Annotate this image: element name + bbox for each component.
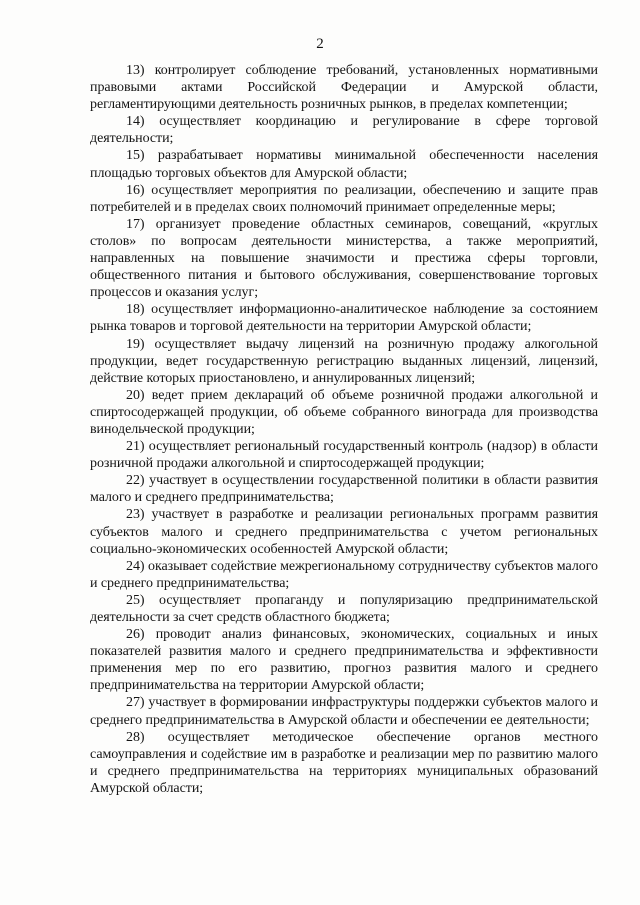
paragraph-item-19: 19) осуществляет выдачу лицензий на розничную продажу алкогольной продукции, ведет государственную регистрацию выданных лицензий, лицензий, действие которых приостановлено, и аннулированных лицензий; — [90, 336, 598, 386]
paragraph-item-22: 22) участвует в осуществлении государственной политики в области развития малого и среднего предпринимательства; — [90, 473, 598, 506]
paragraph-item-16: 16) осуществляет мероприятия по реализации, обеспечению и защите прав потребителей и в пределах своих полномочий принимает определенные меры; — [90, 182, 598, 215]
paragraph-item-18: 18) осуществляет информационно-аналитическое наблюдение за состоянием рынка товаров и торговой деятельности на территории Амурской области; — [90, 302, 598, 335]
paragraph-item-20: 20) ведет прием деклараций об объеме розничной продажи алкогольной и спиртосодержащей продукции, об объеме собранного винограда для производства винодельческой продукции; — [90, 387, 598, 437]
paragraph-item-21: 21) осуществляет региональный государственный контроль (надзор) в области розничной продажи алкогольной и спиртосодержащей продукции; — [90, 439, 598, 472]
paragraph-item-27: 27) участвует в формировании инфраструктуры поддержки субъектов малого и среднего предпринимательства в Амурской области и обеспечении ее деятельности; — [90, 695, 598, 728]
paragraph-item-24: 24) оказывает содействие межрегиональному сотрудничеству субъектов малого и среднего предпринимательства; — [90, 558, 598, 591]
document-body — [90, 62, 598, 797]
paragraph-item-26: 26) проводит анализ финансовых, экономических, социальных и иных показателей развития малого и среднего предпринимательства и эффективности применения мер по его развитию, прогноз развития малого и среднего предпринимательства на территории Амурской области; — [90, 627, 598, 694]
paragraph-item-13: 13) контролирует соблюдение требований, установленных нормативными правовыми актами Российской Федерации и Амурской области, регламентирующими деятельность розничных рынков, в пределах компетенции; — [90, 63, 598, 113]
paragraph-item-25: 25) осуществляет пропаганду и популяризацию предпринимательской деятельности за счет средств областного бюджета; — [90, 592, 598, 625]
paragraph-item-23: 23) участвует в разработке и реализации региональных программ развития субъектов малого и среднего предпринимательства с учетом региональных социально-экономических особенностей Амурской области; — [90, 507, 598, 557]
paragraph-item-28: 28) осуществляет методическое обеспечение органов местного самоуправления и содействие им в разработке и реализации мер по развитию малого и среднего предпринимательства на территориях муниципальных образований Амурской области; — [90, 729, 598, 796]
paragraph-item-17: 17) организует проведение областных семинаров, совещаний, «круглых столов» по вопросам деятельности министерства, а также мероприятий, направленных на повышение значимости и престижа сферы торговли, общественного питания и бытового обслуживания, совершенствование торговых процессов и оказания услуг; — [90, 216, 598, 301]
page-number: 2 — [316, 36, 324, 52]
paragraph-item-14: 14) осуществляет координацию и регулирование в сфере торговой деятельности; — [90, 114, 598, 147]
paragraph-item-15: 15) разрабатывает нормативы минимальной обеспеченности населения площадью торговых объектов для Амурской области; — [90, 148, 598, 181]
